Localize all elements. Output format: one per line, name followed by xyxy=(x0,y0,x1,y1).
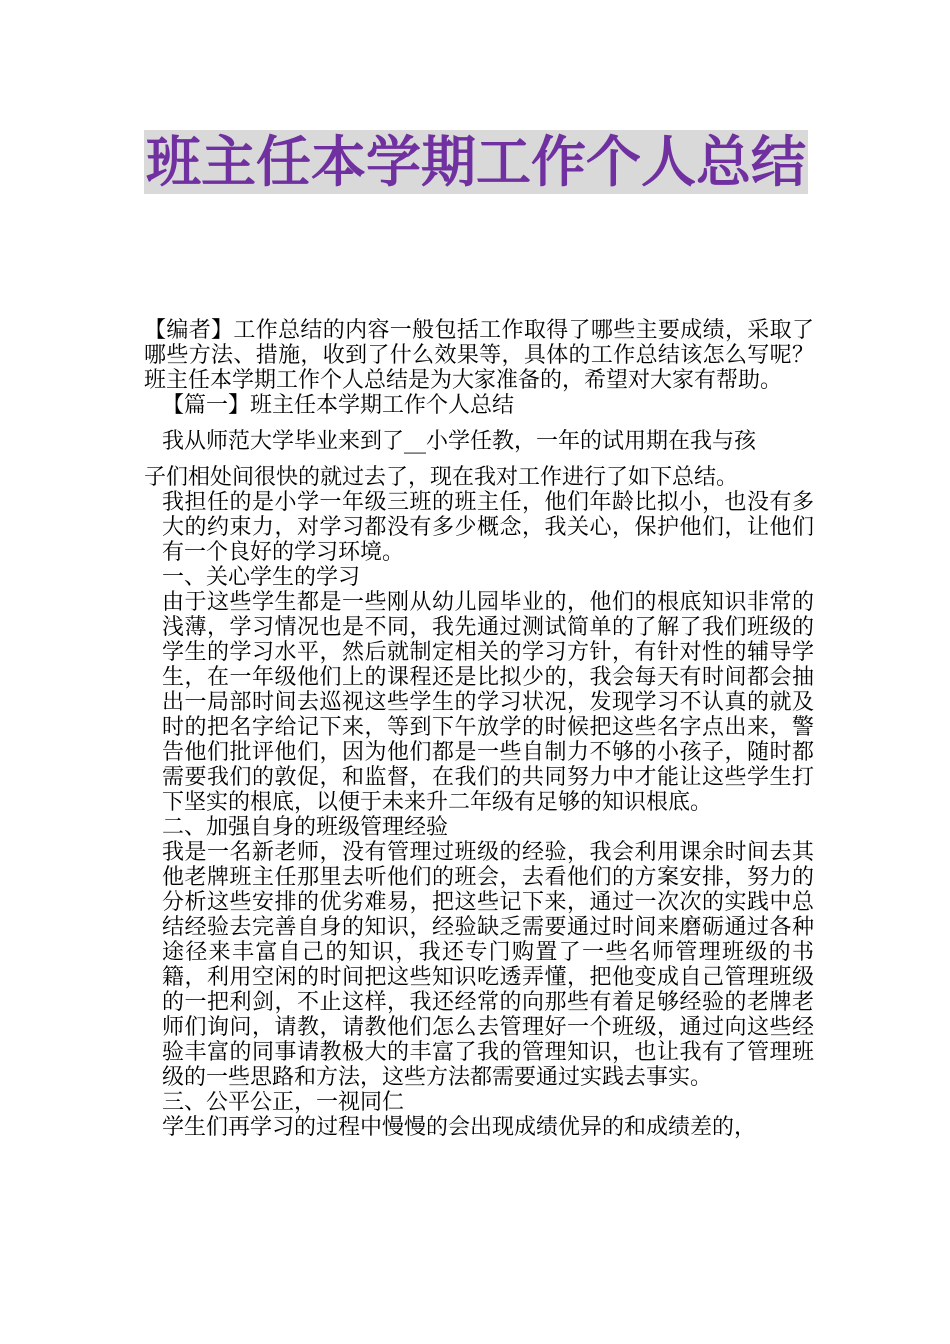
section-heading-2: 二、加强自身的班级管理经验 xyxy=(162,815,449,840)
document-title xyxy=(144,128,824,196)
section-heading-1: 一、关心学生的学习 xyxy=(162,565,361,590)
intro-line-2: 子们相处间很快的就过去了，现在我对工作进行了如下总结。 xyxy=(144,465,739,490)
section-3-paragraph: 学生们再学习的过程中慢慢的会出现成绩优异的和成绩差的， xyxy=(162,1115,757,1140)
title-highlight: 班主任本学期工作个人总结 xyxy=(146,130,807,194)
document-body xyxy=(144,318,814,1140)
editor-note-paragraph: 【编者】工作总结的内容一般包括工作取得了哪些主要成绩，采取了哪些方法、措施，收到了什么效果等，具体的工作总结该怎么写呢？班主任本学期工作个人总结是为大家准备的，希望对大家有帮助。 xyxy=(144,318,814,393)
section-heading-part-one: 【篇一】班主任本学期工作个人总结 xyxy=(162,393,515,418)
intro-paragraph: 我担任的是小学一年级三班的班主任，他们年龄比拟小，也没有多大的约束力，对学习都没有多少概念，我关心，保护他们，让他们有一个良好的学习环境。 xyxy=(162,490,814,565)
intro-line-1: 我从师范大学毕业来到了__小学任教，一年的试用期在我与孩 xyxy=(162,429,757,454)
section-heading-3: 三、公平公正，一视同仁 xyxy=(162,1090,405,1115)
section-1-paragraph: 由于这些学生都是一些刚从幼儿园毕业的，他们的根底知识非常的浅薄，学习情况也是不同，我先通过测试简单的了解了我们班级的学生的学习水平，然后就制定相关的学习方针，有针对性的辅导学生，在一年级他们上的课程还是比拟少的，我会每天有时间都会抽出一局部时间去巡视这些学生的学习状况，发现学习不认真的就及时的把名字给记下来，等到下午放学的时候把这些名字点出来，警告他们批评他们，因为他们都是一些自制力不够的小孩子，随时都需要我们的敦促，和监督，在我们的共同努力中才能让这些学生打下坚实的根底，以便于未来升二年级有足够的知识根底。 xyxy=(162,590,814,815)
section-2-paragraph: 我是一名新老师，没有管理过班级的经验，我会利用课余时间去其他老牌班主任那里去听他们的班会，去看他们的方案安排，努力的分析这些安排的优劣难易，把这些记下来，通过一次次的实践中总结经验去完善自身的知识，经验缺乏需要通过时间来磨砺通过各种途径来丰富自己的知识，我还专门购置了一些名师管理班级的书籍，利用空闲的时间把这些知识吃透弄懂，把他变成自己管理班级的一把利剑，不止这样，我还经常的向那些有着足够经验的老牌老师们询问，请教，请教他们怎么去管理好一个班级，通过向这些经验丰富的同事请教极大的丰富了我的管理知识，也让我有了管理班级的一些思路和方法，这些方法都需要通过实践去事实。 xyxy=(162,840,814,1090)
